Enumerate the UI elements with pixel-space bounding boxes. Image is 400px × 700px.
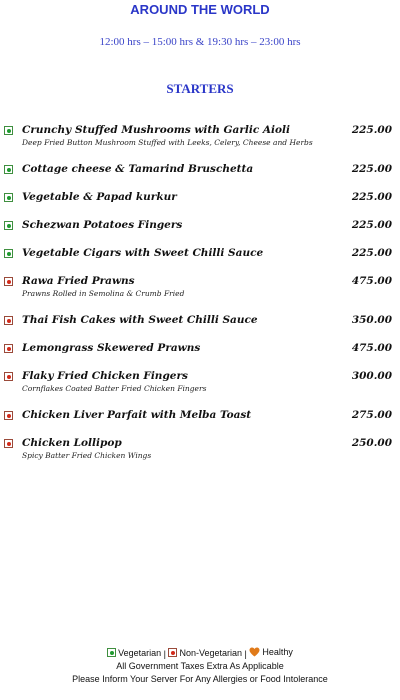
legend-healthy-label: Healthy	[262, 647, 293, 657]
service-hours: 12:00 hrs – 15:00 hrs & 19:30 hrs – 23:00 hrs	[99, 36, 301, 48]
item-name: Lemongrass Skewered Prawns	[22, 342, 201, 354]
non-veg-icon	[4, 372, 13, 381]
item-price: 350.00	[351, 314, 392, 326]
non-veg-icon	[4, 316, 13, 325]
veg-icon	[4, 221, 13, 230]
legend	[0, 647, 400, 659]
item-name: Flaky Fried Chicken Fingers	[22, 370, 188, 382]
veg-icon	[4, 249, 13, 258]
item-name: Schezwan Potatoes Fingers	[22, 219, 183, 231]
non-veg-icon	[4, 411, 13, 420]
legend-separator: |	[244, 649, 247, 659]
item-name: Chicken Liver Parfait with Melba Toast	[22, 409, 252, 421]
item-price: 475.00	[351, 275, 392, 287]
item-price: 225.00	[351, 219, 392, 231]
item-name: Thai Fish Cakes with Sweet Chilli Sauce	[22, 314, 258, 326]
veg-icon	[4, 126, 13, 135]
legend-nonveg-label: Non-Vegetarian	[179, 647, 243, 658]
item-name: Cottage cheese & Tamarind Bruschetta	[22, 163, 254, 175]
item-price: 475.00	[351, 342, 392, 354]
non-veg-icon	[4, 439, 13, 448]
item-price: 225.00	[351, 191, 392, 203]
allergy-notice: Please Inform Your Server For Any Allergies or Food Intolerance	[72, 674, 328, 684]
veg-icon	[4, 165, 13, 174]
item-description: Prawns Rolled in Semolina & Crumb Fried	[22, 289, 185, 298]
item-price: 225.00	[351, 163, 392, 175]
item-price: 300.00	[351, 370, 392, 382]
non-veg-icon	[4, 277, 13, 286]
restaurant-name: AROUND THE WORLD	[130, 2, 270, 17]
item-price: 225.00	[351, 247, 392, 259]
item-name: Chicken Lollipop	[22, 437, 122, 449]
item-price: 275.00	[351, 409, 392, 421]
item-price: 225.00	[351, 124, 392, 136]
legend-separator: |	[163, 649, 166, 659]
legend-veg-label: Vegetarian	[118, 647, 162, 658]
item-price: 250.00	[351, 437, 392, 449]
item-name: Vegetable Cigars with Sweet Chilli Sauce	[22, 247, 264, 259]
non-veg-icon	[168, 648, 177, 657]
veg-icon	[4, 193, 13, 202]
section-title: STARTERS	[166, 81, 234, 96]
veg-icon	[107, 648, 116, 657]
heart-icon	[249, 647, 260, 657]
item-description: Cornflakes Coated Batter Fried Chicken Fingers	[22, 384, 207, 393]
non-veg-icon	[4, 344, 13, 353]
tax-notice: All Government Taxes Extra As Applicable	[116, 661, 284, 671]
item-description: Deep Fried Button Mushroom Stuffed with Leeks, Celery, Cheese and Herbs	[22, 138, 313, 147]
item-description: Spicy Batter Fried Chicken Wings	[22, 451, 152, 460]
item-name: Vegetable & Papad kurkur	[22, 191, 177, 203]
item-name: Rawa Fried Prawns	[22, 275, 135, 287]
item-name: Crunchy Stuffed Mushrooms with Garlic Aioli	[22, 124, 291, 136]
